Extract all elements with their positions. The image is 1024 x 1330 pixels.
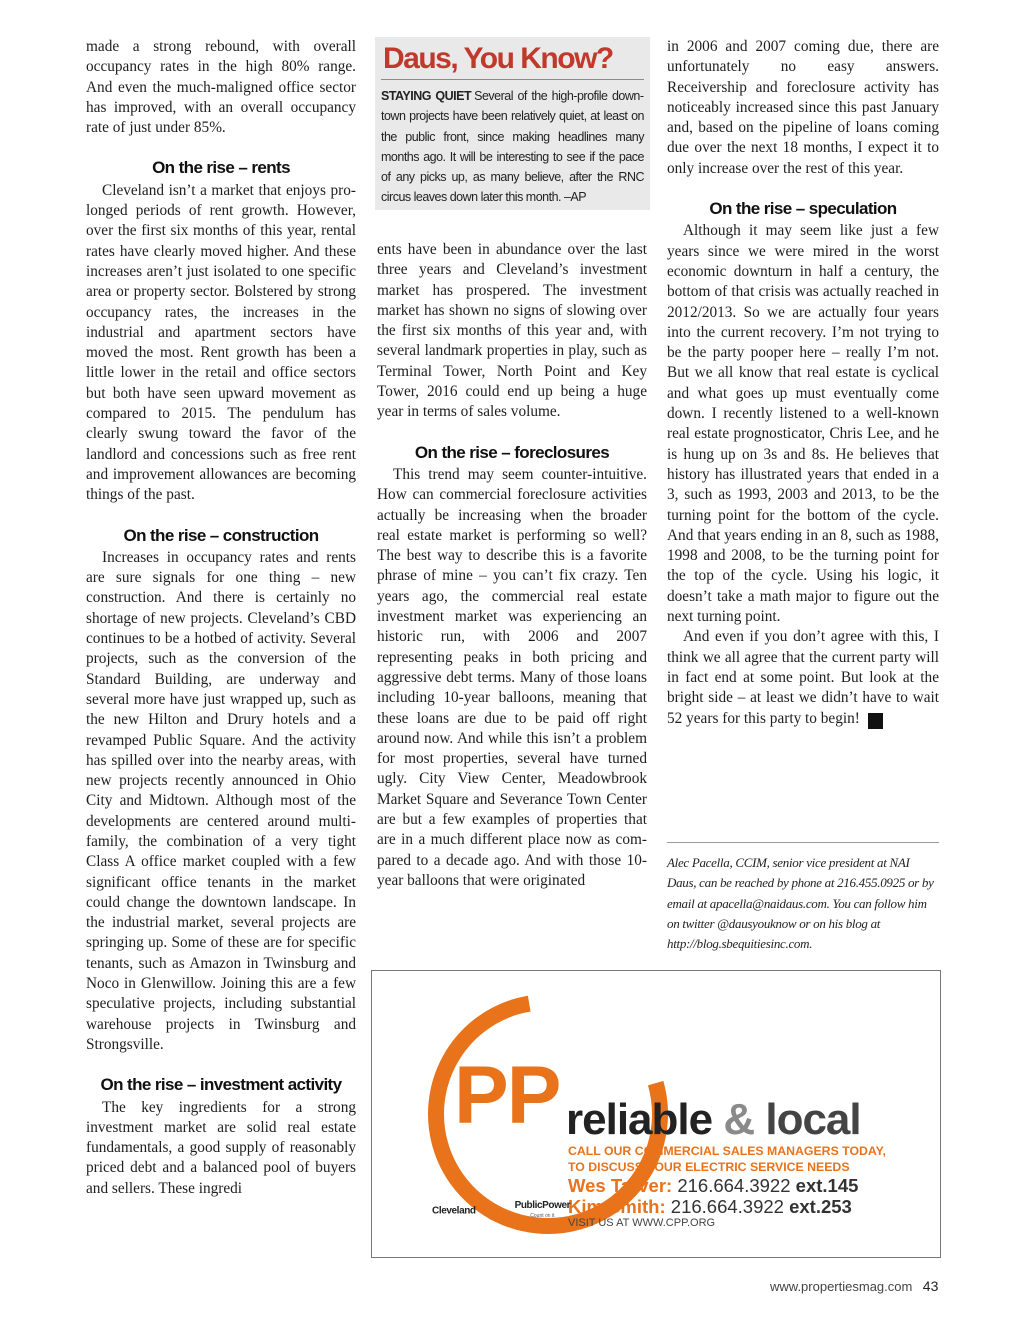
logo-tagline: Count on it — [530, 1213, 555, 1219]
cpp-mini-logo-icon — [482, 1201, 508, 1221]
logo-brand: PublicPower — [514, 1200, 571, 1211]
cleveland-public-power-logo — [432, 1201, 570, 1221]
body-paragraph: This trend may seem counter-intuitive. How can commercial foreclosure activities actually be increasing when the broader real estate market is performing so well? The best way to describe this is a favorite phrase of mine – you can’t fix crazy. Ten years ago, the commercial real estate investment market was experiencing an historic run, with 2006 and 2007 representing peaks in both pricing and aggressive debt terms. Many of those loans including 10-year balloons, meaning that these loans are due to be paid off right around now. And while this isn’t a problem for most properties, several have turned ugly. City View Center, Meadowbrook Market Square and Severance Town Center are but a few examples of properties that are in a much different place now as compared to a decade ago. And with those 10-year balloons that were originated — [377, 465, 647, 889]
body-paragraph: Although it may seem like just a few years since we were mired in the worst economic downturn in half a century, the bottom of that crisis was actually reached in 2012/2013. So we are actually four years into the current recovery. I’m not trying to be the party pooper here – really I’m not. But we all know that real estate is cyclical and what goes up must eventually come down. I recently listened to a well-known real estate prognosticator, Chris Lee, and he is hung up on 3s and 8s. He believes that history has illustrated years that ended in a 3, such as 1993, 2003 and 2013, to be the turning point for the bottom of the cycle. And that years ending in an 8, such as 1988, 1998 and 2008, to be the turning point for the top of the cycle. Using his logic, it doesn’t take a math major to figure out the next turning point. — [667, 222, 939, 626]
logo-city: Cleveland — [432, 1205, 476, 1217]
contact-phone[interactable]: 216.664.3922 — [677, 1175, 791, 1196]
article-column-1 — [86, 37, 356, 1199]
ad-contact-wes — [568, 1175, 858, 1197]
body-paragraph: ents have been in abundance over the last three years and Cleveland’s investment market has prospered. The investment market has shown no signs of slowing over the first six months of this year and, with several landmark properties in play, such as Terminal Tower, North Point and Key Tower, 2016 could end up being a huge year in terms of sales volume. — [377, 241, 647, 421]
end-mark-icon: P — [868, 713, 883, 729]
sidebar-title: Daus, You Know? — [383, 42, 613, 75]
page-number: 43 — [922, 1278, 939, 1294]
body-paragraph: in 2006 and 2007 coming due, there are unfortunately no easy answers. Receivership and foreclosure activity has noticeably increased since this past January and, based on the pipeline of loans coming due over the next 18 months, I expect it to only increase over the rest of this year. — [667, 38, 939, 177]
ad-headline-reliable: reliable — [566, 1095, 713, 1144]
sidebar-text: Several of the high-profile downtown projects have been relatively quiet, at least on the public front, since making headlines many months ago. It will be interesting to see if the pace of any picks up, as many believe, after the RNC circus leaves down later this month. –AP — [381, 89, 644, 205]
contact-ext: ext.253 — [789, 1196, 852, 1217]
subhead-foreclosures: On the rise – foreclosures — [414, 442, 610, 462]
logo-mark-letters: PP — [489, 1207, 503, 1218]
big-pp-letters: PP — [454, 1050, 560, 1141]
ad-contact-kim — [568, 1196, 852, 1218]
cpp-advertisement[interactable] — [371, 970, 941, 1258]
body-paragraph: Increases in occupancy rates and rents are sure signals for one thing – new construction. And there is certainly no shortage of new projects. Cleveland’s CBD continues to be a hotbed of activity. Several projects, such as the conversion of the Standard Building, are underway and several more have just wrapped up, such as the new Hilton and Drury hotels and a revamped Public Square. And the activity has spilled over into the nearby areas, with new projects recently announced in Ohio City and Midtown. Although most of the developments are centered around multi-family, the combination of a very tight Class A office market coupled with a few significant office tenants in the market could change the downtown landscape. In the industrial market, several projects are springing up. Some of these are for specific tenants, such as Amazon in Twinsburg and Noco in Glenwillow. Joining this are a few speculative projects, including substantial warehouse projects in Twinsburg and Strongsville. — [86, 548, 356, 1053]
ad-headline-local: local — [765, 1095, 861, 1144]
ad-headline — [566, 1095, 861, 1144]
contact-name: Kim Smith: — [568, 1196, 666, 1217]
body-paragraph — [667, 627, 939, 728]
subhead-construction: On the rise – construction — [123, 525, 319, 545]
sidebar-body — [381, 86, 644, 208]
contact-name: Wes Tarver: — [568, 1175, 673, 1196]
subhead-speculation: On the rise – speculation — [709, 199, 897, 219]
ad-call-line-2: TO DISCUSS YOUR ELECTRIC SERVICE NEEDS — [568, 1160, 850, 1174]
contact-ext: ext.145 — [795, 1175, 859, 1196]
ad-call-line-1: CALL OUR COMMERCIAL SALES MANAGERS TODAY, — [568, 1144, 886, 1158]
sidebar-divider — [381, 79, 644, 80]
ad-headline-ampersand: & — [723, 1095, 755, 1144]
body-paragraph: made a strong rebound, with overall occupancy rates in the high 80% range. And even the much-maligned office sector has improved, with an overall occupancy rate of just under 85%. — [86, 38, 356, 137]
page-footer — [770, 1278, 938, 1296]
author-bio-text: Alec Pacella, CCIM, senior vice president at NAI Daus, can be reached by phone at 216.455.0925 or by email at apacella@naidaus.com. You can follow him on twitter @dausyouknow or on his blog at http://blog.sbequitiesinc.com. — [667, 855, 934, 952]
footer-url[interactable]: www.propertiesmag.com — [770, 1279, 913, 1294]
ad-website[interactable]: VISIT US AT WWW.CPP.ORG — [568, 1217, 716, 1229]
closing-text: And even if you don’t agree with this, I think we all agree that the current party will in fact end at some point. But look at the bright side – at least we didn’t have to wait 52 years for this party to begin! — [667, 628, 939, 727]
body-paragraph: Cleveland isn’t a market that enjoys prolonged periods of rent growth. However, over the first six months of this year, rental rates have clearly moved higher. And these increases aren’t just isolated to one specific area or property sector. Bolstered by strong occupancy rates, the increases in the industrial and apartment sectors have moved the most. Rent growth has been a little lower in the retail and office sectors but both have seen upward movement as compared to 2015. The pendulum has clearly swung toward the favor of the landlord and concessions such as free rent and improvement allowances are becoming things of the past. — [86, 181, 356, 504]
subhead-rents: On the rise – rents — [152, 158, 290, 178]
sidebar-box — [375, 37, 650, 210]
article-column-3 — [667, 37, 939, 729]
subhead-investment-activity: On the rise – investment activity — [100, 1075, 342, 1095]
contact-phone[interactable]: 216.664.3922 — [670, 1196, 784, 1217]
logo-words — [515, 1201, 571, 1221]
author-bio — [667, 853, 939, 954]
bio-divider — [667, 842, 939, 843]
body-paragraph: The key ingredients for a strong investment market are solid real estate fundamentals, a good supply of reasonably priced debt and a balanced pool of buyers and sellers. These ingredi — [86, 1098, 356, 1197]
article-column-2 — [377, 240, 647, 891]
sidebar-lead: STAYING QUIET — [381, 89, 472, 103]
